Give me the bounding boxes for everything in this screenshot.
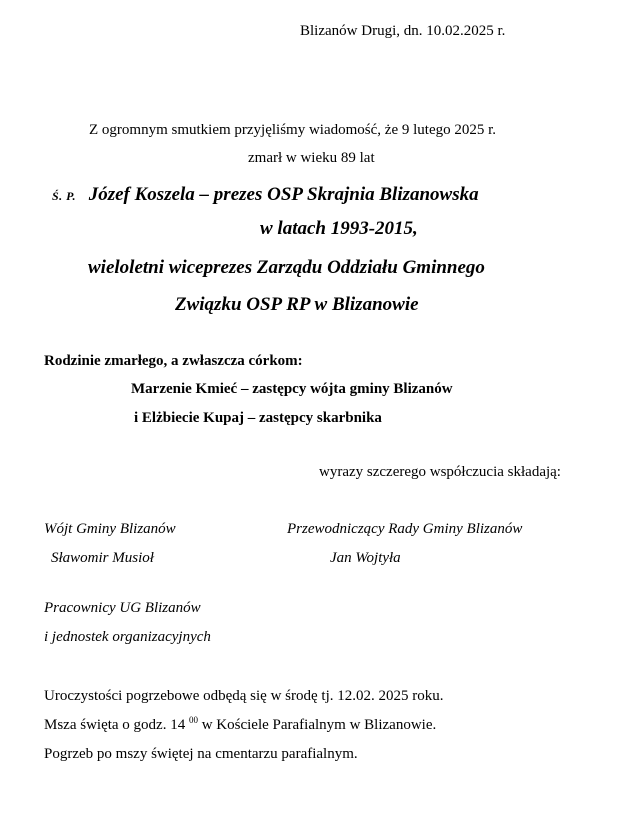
funeral-church: w Kościele Parafialnym w Blizanowie. [201, 717, 437, 733]
staff-line-1: Pracownicy UG Blizanów [44, 600, 201, 616]
signatory-right-title: Przewodniczący Rady Gminy Blizanów [287, 521, 523, 537]
funeral-line-1: Uroczystości pogrzebowe odbędą się w środę tj. 12.02. 2025 roku. [44, 688, 444, 704]
staff-line-2: i jednostek organizacyjnych [44, 629, 211, 645]
funeral-line-2 [44, 716, 436, 734]
intro-line-1: Z ogromnym smutkiem przyjęliśmy wiadomość, że 9 lutego 2025 r. [89, 122, 497, 138]
deceased-line-2: w latach 1993-2015, [260, 218, 418, 239]
to-family: Rodzinie zmarłego, a zwłaszcza córkom: [44, 353, 303, 369]
condolence-expression: wyrazy szczerego współczucia składają: [319, 464, 561, 480]
deceased-name-role: Józef Koszela – prezes OSP Skrajnia Blizanowska [88, 184, 479, 205]
intro-line-2: zmarł w wieku 89 lat [248, 150, 375, 166]
deceased-prefix: Ś. P. [52, 189, 76, 203]
deceased-line-1 [52, 184, 479, 207]
funeral-line-3: Pogrzeb po mszy świętej na cmentarzu parafialnym. [44, 746, 358, 762]
daughter-2: i Elżbiecie Kupaj – zastępcy skarbnika [134, 410, 382, 426]
place-date: Blizanów Drugi, dn. 10.02.2025 r. [300, 23, 506, 39]
signatory-right-name: Jan Wojtyła [330, 550, 401, 566]
funeral-mass-time: Msza święta o godz. 14 [44, 717, 186, 733]
daughter-1: Marzenie Kmieć – zastępcy wójta gminy Blizanów [131, 381, 453, 397]
signatory-left-title: Wójt Gminy Blizanów [44, 521, 176, 537]
funeral-mass-minutes: 00 [188, 715, 198, 725]
deceased-line-3: wieloletni wiceprezes Zarządu Oddziału Gminnego [88, 257, 485, 278]
deceased-line-4: Związku OSP RP w Blizanowie [175, 294, 419, 315]
signatory-left-name: Sławomir Musioł [51, 550, 154, 566]
